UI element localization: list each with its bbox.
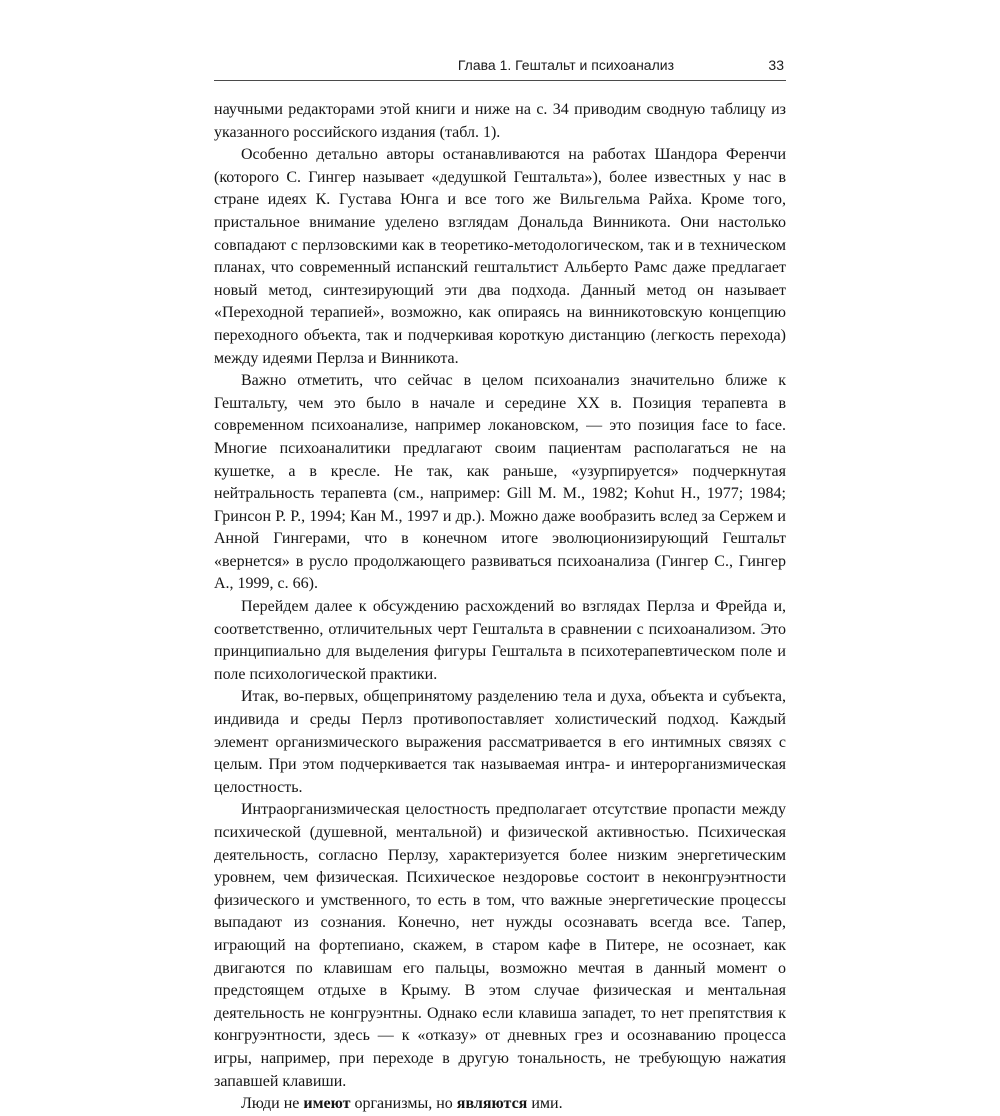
paragraph-continuation: научными редакторами этой книги и ниже на с. 34 приводим сводную таблицу из указанного российского издания (табл. 1). [214, 101, 786, 141]
closing-emphasis-have: имеют [303, 1095, 351, 1113]
header-rule [214, 80, 786, 81]
page-number: 33 [768, 57, 784, 73]
closing-text-1: Люди не [241, 1095, 304, 1113]
paragraph-intraorganismic: Интраорганизмическая целостность предполагает отсутствие пропасти между психической (душевной, ментальной) и физической активностью. Психическая деятельность, согласно Перлзу, характеризуется более низким энергетическим уровнем, чем физическая. Психическое нездоровье состоит в неконгруэнтности физического и умственного, то есть в том, что важные энергетические процессы выпадают из сознания. Конечно, нет нужды осознавать всегда все. Тапер, играющий на фортепиано, скажем, в старом кафе в Питере, не осознает, как двигаются по клавишам его пальцы, возможно мечтая в данный момент о предстоящем отдыхе в Крыму. В этом случае физическая и ментальная деятельность не конгруэнтны. Однако если клавиша западет, то нет препятствия к конгруэнтности, здесь — к «отказу» от дневных грез и осознаванию процесса игры, например, при переходе в другую тональность, не требующую нажатия запавшей клавиши. [214, 801, 786, 1090]
body-text [214, 99, 786, 1116]
paragraph-modern-psychoanalysis: Важно отметить, что сейчас в целом психоанализ значительно ближе к Гештальту, чем это было в начале и середине XX в. Позиция терапевта в современном психоанализе, например локановском, — это позиция face to face. Многие психоаналитики предлагают своим пациентам располагаться не на кушетке, а в кресле. Не так, как раньше, «узурпируется» подчеркнутая нейтральность терапевта (см., например: Gill M. M., 1982; Kohut H., 1977; 1984; Гринсон Р. Р., 1994; Кан М., 1997 и др.). Можно даже вообразить вслед за Сержем и Анной Гингерами, что в конечном итоге эволюционизирующий Гештальт «вернется» в русло продолжающего развиваться психоанализа (Гингер С., Гингер А., 1999, с. 66). [214, 372, 786, 593]
running-header [214, 57, 786, 79]
paragraph-differences: Перейдем далее к обсуждению расхождений во взглядах Перлза и Фрейда и, соответственно, отличительных черт Гештальта в сравнении с психоанализом. Это принципиально для выделения фигуры Гештальта в психотерапевтическом поле и поле психологической практики. [214, 598, 786, 683]
closing-emphasis-are: являются [456, 1095, 528, 1113]
paragraph-closing [214, 1093, 786, 1116]
paragraph-ferenczi: Особенно детально авторы останавливаются на работах Шандора Ференчи (которого С. Гингер называет «дедушкой Гештальта»), более известных у нас в стране идеях К. Густава Юнга и все того же Вильгельма Райха. Кроме того, пристальное внимание уделено взглядам Дональда Винникота. Они настолько совпадают с перлзовскими как в теоретико-методологическом, так и в техническом планах, что современный испанский гештальтист Альберто Рамс даже предлагает новый метод, синтезирующий эти два подхода. Данный метод он называет «Переходной терапией», возможно, как опираясь на винникотовскую концепцию переходного объекта, так и подчеркивая короткую дистанцию (легкость перехода) между идеями Перлза и Винникота. [214, 146, 786, 367]
closing-text-3: ими. [527, 1095, 563, 1113]
closing-text-2: организмы, но [350, 1095, 457, 1113]
chapter-title: Глава 1. Гештальт и психоанализ [457, 57, 674, 73]
paragraph-holism: Итак, во-первых, общепринятому разделению тела и духа, объекта и субъекта, индивида и среды Перлз противопоставляет холистический подход. Каждый элемент организмического выражения рассматривается в его интимных связях с целым. При этом подчеркивается так называемая интра- и интерорганизмическая целостность. [214, 688, 786, 796]
